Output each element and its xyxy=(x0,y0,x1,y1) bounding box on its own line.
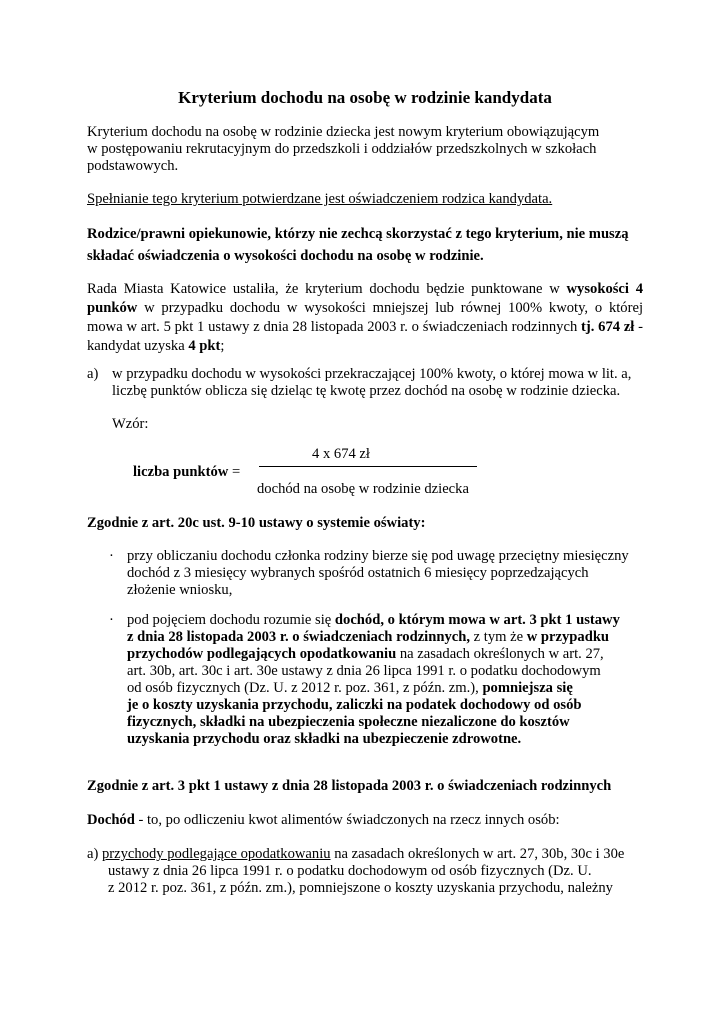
item-a-line: w przypadku dochodu w wysokości przekraczającej 100% kwoty, o której mowa w lit. a, xyxy=(112,366,632,382)
council-amount: tj. 674 zł xyxy=(581,319,635,335)
council-score: 4 pkt xyxy=(188,338,221,354)
formula-numerator: 4 x 674 zł xyxy=(312,446,370,462)
parents-notice xyxy=(87,223,643,267)
parents-line: Rodzice/prawni opiekunowie, którzy nie zechcą skorzystać z tego kryterium, nie muszą xyxy=(87,226,629,242)
council-text: w przypadku dochodu w wysokości mniejszej lub równej 100% kwoty, o której mowa w art. 5 pkt 1 ustawy z dnia 28 listopada 2003 r. o świadczeniach rodzinnych xyxy=(87,300,643,335)
text-span: pomniejsza się xyxy=(482,680,573,696)
bullet-line: fizycznych, składki na ubezpieczenia społeczne niezaliczone do kosztów xyxy=(127,714,570,730)
bullet-line: dochód z 3 miesięcy wybranych spośród ostatnich 6 miesięcy poprzedzających xyxy=(127,565,589,581)
formula-denominator: dochód na osobę w rodzinie dziecka xyxy=(257,481,469,497)
bullet-icon: · xyxy=(109,548,114,564)
text-span: na zasadach określonych w art. 27, 30b, 30c i 30e xyxy=(330,846,625,862)
council-text: - kandydat uzyska xyxy=(87,319,643,354)
formula-fraction-bar xyxy=(259,466,477,467)
bullet-line: art. 30b, art. 30c i art. 30e ustawy z dnia 26 lipca 1991 r. o podatku dochodowym xyxy=(127,663,601,679)
text-span: pod pojęciem dochodu rozumie się xyxy=(127,612,335,628)
text-span: w przypadku xyxy=(526,629,610,645)
item-a-text xyxy=(112,366,632,400)
text-span: na zasadach określonych w art. 27, xyxy=(396,646,604,662)
bullet-item xyxy=(87,548,643,600)
intro-line: w postępowaniu rekrutacyjnym do przedszkoli i oddziałów przedszkolnych w szkołach xyxy=(87,141,597,157)
dochod-text: - to, po odliczeniu kwot alimentów świadczonych na rzecz innych osób: xyxy=(134,812,560,828)
confirmation-note: Spełnianie tego kryterium potwierdzane jest oświadczeniem rodzica kandydata. xyxy=(87,191,553,207)
text-span: przychody podlegające opodatkowaniu xyxy=(102,846,331,862)
heading-art-3: Zgodnie z art. 3 pkt 1 ustawy z dnia 28 listopada 2003 r. o świadczeniach rodzinnych xyxy=(87,778,612,794)
dochod-term: Dochód xyxy=(87,812,135,828)
bullet-line: przy obliczaniu dochodu członka rodziny bierze się pod uwagę przeciętny miesięczny xyxy=(127,548,629,564)
bullet-icon: · xyxy=(109,612,114,628)
item-a-income xyxy=(87,846,643,900)
council-paragraph xyxy=(87,280,643,356)
bullet-line xyxy=(127,646,629,663)
bullet-line: uzyskania przychodu oraz składki na ubezpieczenie zdrowotne. xyxy=(127,731,522,747)
council-text: ; xyxy=(220,338,225,354)
item-a-line: liczbę punktów oblicza się dzieląc tę kwotę przez dochód na osobę w rodzinie dziecka. xyxy=(112,383,621,399)
item-a xyxy=(87,366,643,406)
text-span: z tym że xyxy=(470,629,527,645)
council-points: wysokości 4 punków xyxy=(87,281,643,316)
intro-line: podstawowych. xyxy=(87,158,179,174)
bullet-item xyxy=(87,612,643,752)
formula-intro: Wzór: xyxy=(112,416,149,432)
item-marker: a) xyxy=(87,366,99,382)
text-span: z dnia 28 listopada 2003 r. o świadczeniach rodzinnych, xyxy=(127,629,470,645)
formula-equals: = xyxy=(228,464,241,480)
text-span: dochód, o którym mowa w art. 3 pkt 1 ustawy xyxy=(334,612,620,628)
text-span: przychodów podlegających opodatkowaniu xyxy=(127,646,397,662)
bullet-line xyxy=(127,612,629,629)
bullet-line: je o koszty uzyskania przychodu, zaliczki na podatek dochodowy od osób xyxy=(127,697,582,713)
intro-line: Kryterium dochodu na osobę w rodzinie dziecka jest nowym kryterium obowiązującym xyxy=(87,124,600,140)
bullet-text xyxy=(127,612,629,748)
dochod-definition xyxy=(87,812,643,829)
document-title: Kryterium dochodu na osobę w rodzinie kandydata xyxy=(178,88,552,107)
intro-paragraph xyxy=(87,124,643,175)
formula-label xyxy=(133,464,240,481)
formula-label-text: liczba punktów xyxy=(133,464,229,480)
bullet-line xyxy=(127,629,629,646)
item-a-income-line: ustawy z dnia 26 lipca 1991 r. o podatku dochodowym od osób fizycznych (Dz. U. xyxy=(108,863,592,879)
bullet-text xyxy=(127,548,629,599)
text-span: a) xyxy=(87,846,102,862)
parents-line: składać oświadczenia o wysokości dochodu na osobę w rodzinie. xyxy=(87,248,484,264)
item-a-income-line xyxy=(87,846,643,863)
council-text: Rada Miasta Katowice ustaliła, że kryterium dochodu będzie punktowane w xyxy=(87,281,567,297)
heading-art-20c: Zgodnie z art. 20c ust. 9-10 ustawy o systemie oświaty: xyxy=(87,515,426,531)
item-a-income-line: z 2012 r. poz. 361, z późn. zm.), pomniejszone o koszty uzyskania przychodu, należny xyxy=(108,880,613,896)
text-span: od osób fizycznych (Dz. U. z 2012 r. poz. 361, z późn. zm.), xyxy=(127,680,483,696)
bullet-line: złożenie wniosku, xyxy=(127,582,233,598)
bullet-line xyxy=(127,680,629,697)
